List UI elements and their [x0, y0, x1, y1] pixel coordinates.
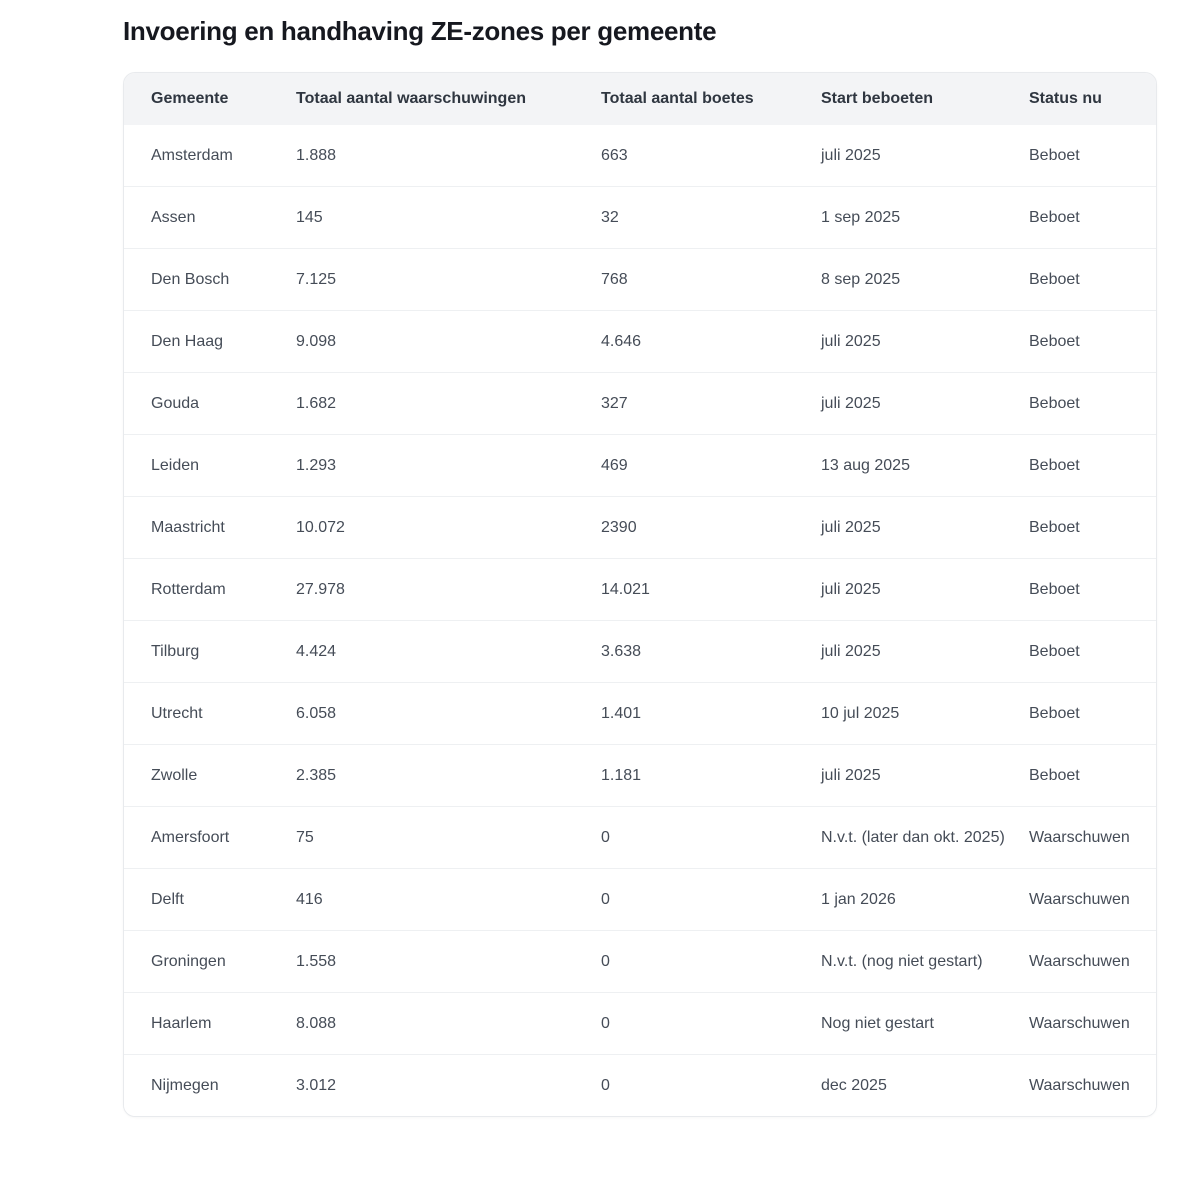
ze-zones-table — [124, 73, 1156, 1116]
cell-waarschuwingen: 416 — [296, 869, 601, 931]
cell-start-beboeten: 1 jan 2026 — [821, 869, 1029, 931]
table-row — [124, 621, 1156, 683]
cell-boetes: 768 — [601, 249, 821, 311]
cell-start-beboeten: juli 2025 — [821, 311, 1029, 373]
cell-status-nu: Beboet — [1029, 559, 1156, 621]
table-row — [124, 497, 1156, 559]
cell-start-beboeten: juli 2025 — [821, 497, 1029, 559]
cell-waarschuwingen: 27.978 — [296, 559, 601, 621]
cell-status-nu: Beboet — [1029, 683, 1156, 745]
cell-gemeente: Assen — [124, 187, 296, 249]
cell-waarschuwingen: 6.058 — [296, 683, 601, 745]
cell-gemeente: Groningen — [124, 931, 296, 993]
cell-start-beboeten: juli 2025 — [821, 745, 1029, 807]
cell-boetes: 663 — [601, 125, 821, 187]
table-row — [124, 869, 1156, 931]
column-header-boetes: Totaal aantal boetes — [601, 73, 821, 125]
cell-boetes: 0 — [601, 807, 821, 869]
cell-boetes: 32 — [601, 187, 821, 249]
cell-status-nu: Beboet — [1029, 435, 1156, 497]
cell-start-beboeten: N.v.t. (nog niet gestart) — [821, 931, 1029, 993]
cell-status-nu: Beboet — [1029, 249, 1156, 311]
cell-gemeente: Haarlem — [124, 993, 296, 1055]
cell-gemeente: Rotterdam — [124, 559, 296, 621]
cell-start-beboeten: juli 2025 — [821, 621, 1029, 683]
cell-start-beboeten: 8 sep 2025 — [821, 249, 1029, 311]
cell-status-nu: Waarschuwen — [1029, 993, 1156, 1055]
cell-gemeente: Zwolle — [124, 745, 296, 807]
table-header-row — [124, 73, 1156, 125]
table-row — [124, 187, 1156, 249]
cell-boetes: 0 — [601, 1055, 821, 1117]
cell-status-nu: Beboet — [1029, 187, 1156, 249]
cell-gemeente: Utrecht — [124, 683, 296, 745]
cell-gemeente: Maastricht — [124, 497, 296, 559]
cell-start-beboeten: juli 2025 — [821, 373, 1029, 435]
cell-start-beboeten: N.v.t. (later dan okt. 2025) — [821, 807, 1029, 869]
cell-gemeente: Gouda — [124, 373, 296, 435]
cell-waarschuwingen: 4.424 — [296, 621, 601, 683]
cell-start-beboeten: juli 2025 — [821, 559, 1029, 621]
cell-boetes: 327 — [601, 373, 821, 435]
cell-start-beboeten: juli 2025 — [821, 125, 1029, 187]
ze-zones-table-card — [123, 72, 1157, 1117]
table-header — [124, 73, 1156, 125]
cell-start-beboeten: 1 sep 2025 — [821, 187, 1029, 249]
table-body — [124, 125, 1156, 1116]
cell-boetes: 14.021 — [601, 559, 821, 621]
table-row — [124, 931, 1156, 993]
cell-waarschuwingen: 1.558 — [296, 931, 601, 993]
cell-status-nu: Beboet — [1029, 125, 1156, 187]
table-row — [124, 807, 1156, 869]
cell-waarschuwingen: 10.072 — [296, 497, 601, 559]
cell-status-nu: Beboet — [1029, 745, 1156, 807]
cell-waarschuwingen: 1.682 — [296, 373, 601, 435]
cell-waarschuwingen: 7.125 — [296, 249, 601, 311]
page-title: Invoering en handhaving ZE-zones per gemeente — [123, 16, 717, 46]
cell-waarschuwingen: 9.098 — [296, 311, 601, 373]
cell-status-nu: Beboet — [1029, 373, 1156, 435]
cell-status-nu: Waarschuwen — [1029, 1055, 1156, 1117]
table-row — [124, 559, 1156, 621]
cell-status-nu: Beboet — [1029, 311, 1156, 373]
cell-start-beboeten: dec 2025 — [821, 1055, 1029, 1117]
cell-waarschuwingen: 3.012 — [296, 1055, 601, 1117]
table-row — [124, 683, 1156, 745]
cell-gemeente: Den Haag — [124, 311, 296, 373]
cell-boetes: 0 — [601, 869, 821, 931]
table-row — [124, 373, 1156, 435]
cell-boetes: 3.638 — [601, 621, 821, 683]
table-row — [124, 311, 1156, 373]
cell-boetes: 4.646 — [601, 311, 821, 373]
column-header-start-beboeten: Start beboeten — [821, 73, 1029, 125]
cell-status-nu: Beboet — [1029, 621, 1156, 683]
cell-boetes: 2390 — [601, 497, 821, 559]
cell-waarschuwingen: 2.385 — [296, 745, 601, 807]
cell-boetes: 0 — [601, 931, 821, 993]
table-row — [124, 993, 1156, 1055]
cell-waarschuwingen: 8.088 — [296, 993, 601, 1055]
cell-status-nu: Waarschuwen — [1029, 931, 1156, 993]
column-header-gemeente: Gemeente — [124, 73, 296, 125]
cell-gemeente: Den Bosch — [124, 249, 296, 311]
cell-waarschuwingen: 75 — [296, 807, 601, 869]
cell-status-nu: Beboet — [1029, 497, 1156, 559]
cell-boetes: 1.401 — [601, 683, 821, 745]
table-row — [124, 1055, 1156, 1117]
column-header-waarschuwingen: Totaal aantal waarschuwingen — [296, 73, 601, 125]
cell-gemeente: Tilburg — [124, 621, 296, 683]
cell-gemeente: Leiden — [124, 435, 296, 497]
cell-gemeente: Amersfoort — [124, 807, 296, 869]
cell-start-beboeten: Nog niet gestart — [821, 993, 1029, 1055]
cell-gemeente: Amsterdam — [124, 125, 296, 187]
cell-boetes: 0 — [601, 993, 821, 1055]
cell-waarschuwingen: 145 — [296, 187, 601, 249]
cell-boetes: 1.181 — [601, 745, 821, 807]
table-row — [124, 249, 1156, 311]
table-row — [124, 435, 1156, 497]
cell-status-nu: Waarschuwen — [1029, 807, 1156, 869]
column-header-status-nu: Status nu — [1029, 73, 1156, 125]
table-row — [124, 745, 1156, 807]
table-row — [124, 125, 1156, 187]
cell-status-nu: Waarschuwen — [1029, 869, 1156, 931]
cell-start-beboeten: 10 jul 2025 — [821, 683, 1029, 745]
cell-gemeente: Delft — [124, 869, 296, 931]
cell-gemeente: Nijmegen — [124, 1055, 296, 1117]
cell-waarschuwingen: 1.293 — [296, 435, 601, 497]
cell-start-beboeten: 13 aug 2025 — [821, 435, 1029, 497]
cell-boetes: 469 — [601, 435, 821, 497]
cell-waarschuwingen: 1.888 — [296, 125, 601, 187]
